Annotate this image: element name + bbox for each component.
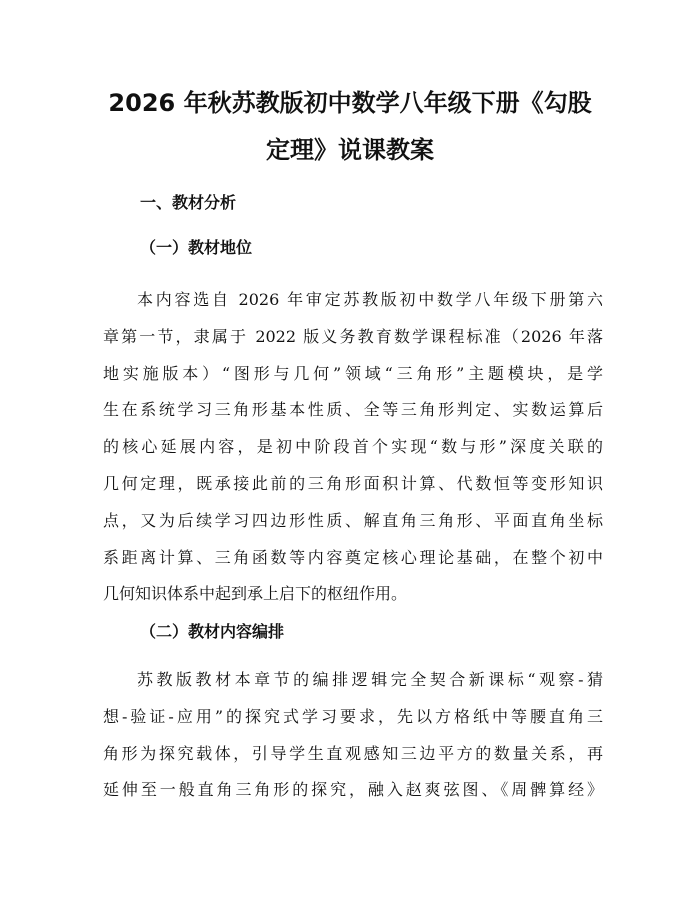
paragraph-line: 想-验证-应用”的探究式学习要求，先以方格纸中等腰直角三 xyxy=(103,706,603,726)
paragraph-line: 本内容选自 2026 年审定苏教版初中数学八年级下册第六 xyxy=(137,290,603,309)
paragraph-textbook-position xyxy=(103,282,603,613)
paragraph-line: 地实施版本）“图形与几何”领域“三角形”主题模块，是学 xyxy=(103,363,603,383)
document-title-line-2: 定理》说课教案 xyxy=(266,136,434,164)
paragraph-line: 苏教版教材本章节的编排逻辑完全契合新课标“观察-猜 xyxy=(137,670,603,689)
paragraph-content-arrangement xyxy=(103,662,603,809)
paragraph-line: 角形为探究载体，引导学生直观感知三边平方的数量关系，再 xyxy=(103,743,603,763)
paragraph-line: 几何知识体系中起到承上启下的枢纽作用。 xyxy=(103,584,408,604)
section-heading-textbook-analysis: 一、教材分析 xyxy=(140,193,237,212)
paragraph-line: 生在系统学习三角形基本性质、全等三角形判定、实数运算后 xyxy=(103,400,603,420)
paragraph-line: 点，又为后续学习四边形性质、解直角三角形、平面直角坐标 xyxy=(103,510,603,530)
paragraph-line: 延伸至一般直角三角形的探究，融入赵爽弦图、《周髀算经》 xyxy=(103,780,603,800)
subsection-heading-textbook-position: （一）教材地位 xyxy=(140,238,253,257)
document-title-line-1: 2026 年秋苏教版初中数学八年级下册《勾股 xyxy=(108,89,592,117)
subsection-heading-content-arrangement: （二）教材内容编排 xyxy=(140,622,285,641)
paragraph-line: 几何定理，既承接此前的三角形面积计算、代数恒等变形知识 xyxy=(103,473,603,493)
paragraph-line: 系距离计算、三角函数等内容奠定核心理论基础，在整个初中 xyxy=(103,547,603,567)
paragraph-line: 的核心延展内容，是初中阶段首个实现“数与形”深度关联的 xyxy=(103,437,603,457)
paragraph-line: 章第一节，隶属于 2022 版义务教育数学课程标准（2026 年落 xyxy=(103,326,603,346)
